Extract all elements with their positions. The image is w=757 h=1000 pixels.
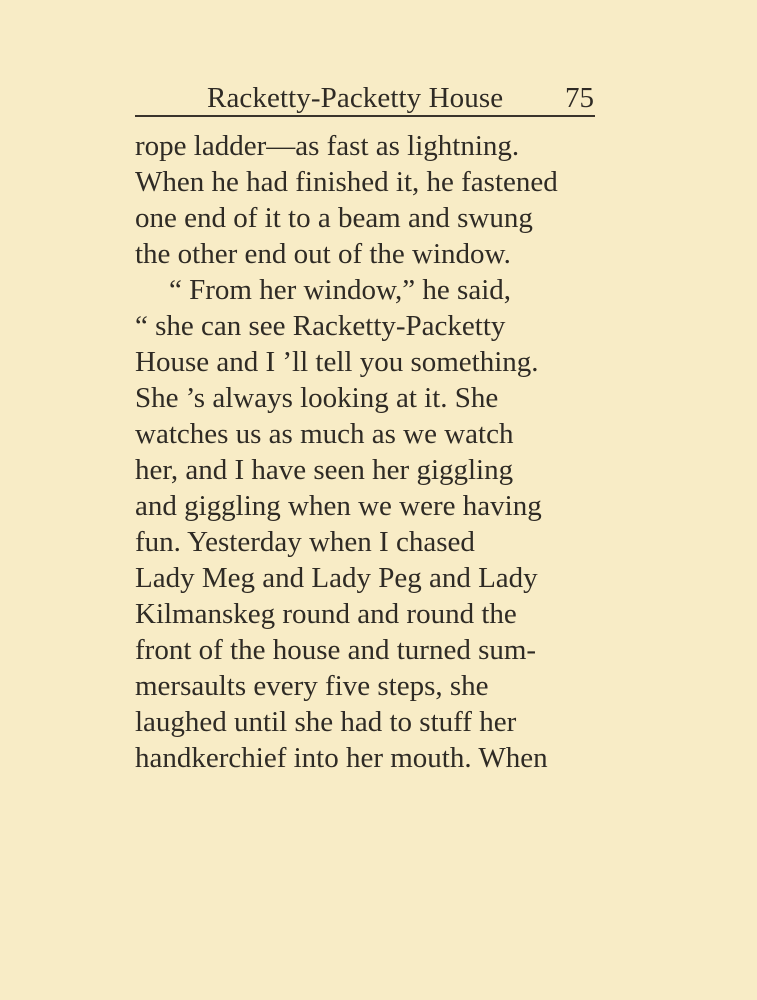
text-line-17: laughed until she had to stuff her [135, 706, 517, 738]
text-line-3: one end of it to a beam and swung [135, 202, 533, 234]
text-line-10: her, and I have seen her giggling [135, 454, 514, 486]
text-line-16: mersaults every five steps, she [135, 670, 489, 702]
text-line-14: Kilmanskeg round and round the [135, 598, 517, 630]
header-rule [135, 115, 595, 117]
body-text [135, 128, 605, 776]
text-line-13: Lady Meg and Lady Peg and Lady [135, 562, 538, 594]
text-line-18: handkerchief into her mouth. When [135, 742, 548, 774]
text-line-2: When he had finished it, he fastened [135, 166, 558, 198]
text-line-4: the other end out of the window. [135, 238, 511, 270]
text-line-9: watches us as much as we watch [135, 418, 514, 450]
text-line-7: House and I ’ll tell you something. [135, 346, 539, 378]
text-line-11: and giggling when we were having [135, 490, 542, 522]
running-head: Racketty-Packetty House [207, 82, 504, 114]
text-line-8: She ’s always looking at it. She [135, 382, 499, 414]
text-line-5: “ From her window,” he said, [169, 274, 512, 306]
text-line-1: rope ladder—as fast as lightning. [135, 130, 520, 162]
text-line-6: “ she can see Racketty-Packetty [135, 310, 506, 342]
text-line-12: fun. Yesterday when I chased [135, 526, 475, 558]
page-number: 75 [565, 82, 594, 114]
text-line-15: front of the house and turned sum- [135, 634, 537, 666]
page-header [135, 82, 595, 122]
